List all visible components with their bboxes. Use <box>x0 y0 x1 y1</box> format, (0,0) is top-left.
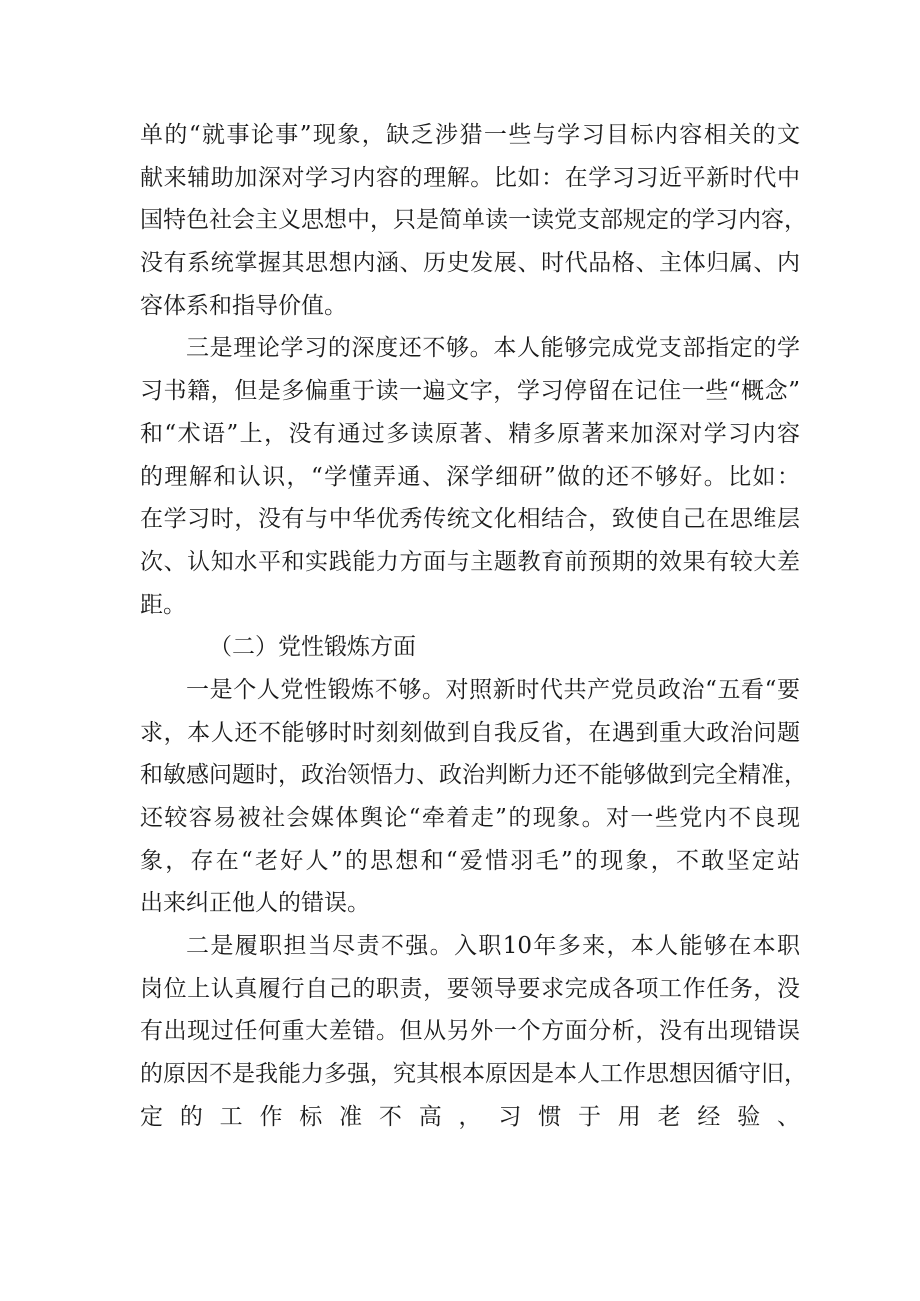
text-line: 的原因不是我能力多强，究其根本原因是本人工作思想因循守旧， <box>140 1061 807 1088</box>
text-line: 在学习时，没有与中华优秀传统文化相结合，致使自己在思维层 <box>140 506 800 533</box>
text-line: 定的工作标准不高，习惯于用老经验、 <box>140 1103 800 1130</box>
text-line: 献来辅助加深对学习内容的理解。比如：在学习习近平新时代中 <box>140 164 800 191</box>
text-line: 习书籍，但是多偏重于读一遍文字，学习停留在记住一些“概念” <box>140 378 800 405</box>
paragraph <box>140 327 800 626</box>
text-line: 和“术语”上，没有通过多读原著、精多原著来加深对学习内容 <box>140 420 800 447</box>
heading-text: （二）党性锻炼方面 <box>209 634 416 661</box>
text-line: 次、认知水平和实践能力方面与主题教育前预期的效果有较大差 <box>140 548 800 575</box>
text-line: 容体系和指导价值。 <box>140 292 347 319</box>
text-line: 单的“就事论事”现象，缺乏涉猎一些与学习目标内容相关的文 <box>140 122 800 148</box>
text-line: 还较容易被社会媒体舆论“牵着走”的现象。对一些党内不良现 <box>140 805 800 831</box>
text-line: 出来纠正他人的错误。 <box>140 890 370 917</box>
text-line: 没有系统掌握其思想内涵、历史发展、时代品格、主体归属、内 <box>140 250 800 277</box>
text-line: 三是理论学习的深度还不够。本人能够完成党支部指定的学 <box>186 335 800 362</box>
text-line: 二是履职担当尽责不强。入职10年多来，本人能够在本职 <box>186 933 800 960</box>
text-line: 和敏感问题时，政治领悟力、政治判断力还不能够做到完全精准， <box>140 762 807 789</box>
text-line: 距。 <box>140 591 186 618</box>
text-line: 国特色社会主义思想中，只是简单读一读党支部规定的学习内容， <box>140 207 807 234</box>
document-body <box>140 114 807 1139</box>
paragraph <box>140 669 807 925</box>
text-line: 一是个人党性锻炼不够。对照新时代共产党员政治“五看“要 <box>186 676 800 703</box>
section-heading <box>140 626 800 669</box>
text-line: 象，存在“老好人”的思想和“爱惜羽毛”的现象，不敢坚定站 <box>140 847 800 874</box>
text-line: 的理解和认识，“学懂弄通、深学细研”做的还不够好。比如： <box>140 463 800 490</box>
text-line: 有出现过任何重大差错。但从另外一个方面分析，没有出现错误 <box>140 1018 800 1045</box>
text-line: 岗位上认真履行自己的职责，要领导要求完成各项工作任务，没 <box>140 975 800 1002</box>
paragraph <box>140 925 807 1138</box>
text-line: 求，本人还不能够时时刻刻做到自我反省，在遇到重大政治问题 <box>140 719 800 746</box>
paragraph <box>140 114 807 327</box>
